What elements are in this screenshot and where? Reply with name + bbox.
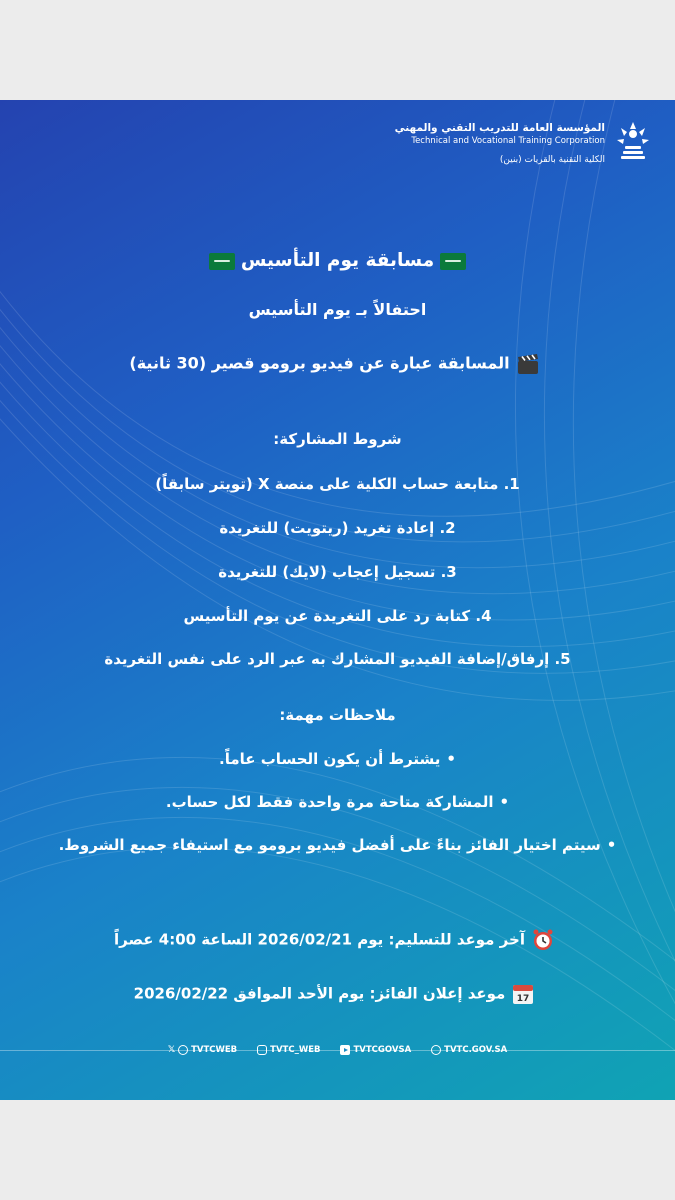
alarm-clock-icon	[531, 928, 555, 952]
condition-item: 5. إرفاق/إضافة الفيديو المشارك به عبر الرد على نفس التغريدة	[104, 650, 571, 668]
instagram-handle: TVTC_WEB	[270, 1045, 321, 1055]
instagram-icon	[257, 1045, 267, 1055]
org-name-arabic: المؤسسة العامة للتدريب التقني والمهني	[394, 122, 605, 134]
note-item	[20, 836, 655, 854]
note-item	[20, 750, 655, 768]
description-text: المسابقة عبارة عن فيديو برومو قصير (30 ثانية)	[129, 353, 510, 373]
condition-item: 4. كتابة رد على التغريدة عن يوم التأسيس	[183, 607, 492, 625]
globe-icon	[431, 1045, 441, 1055]
clapperboard-icon	[516, 352, 540, 376]
x-icon: 𝕏	[167, 1045, 176, 1055]
calendar-icon	[511, 982, 535, 1006]
bullet-icon: •	[606, 836, 617, 854]
notes-heading: ملاحظات مهمة:	[279, 706, 396, 724]
website-link[interactable]	[425, 1045, 513, 1055]
competition-title: مسابقة يوم التأسيس	[240, 250, 435, 271]
note-text: المشاركة متاحة مرة واحدة فقط لكل حساب.	[165, 793, 494, 811]
conditions-heading: شروط المشاركة:	[273, 430, 402, 448]
subtitle: احتفالاً بـ يوم التأسيس	[248, 300, 427, 319]
x-handle: TVTCWEB	[191, 1045, 238, 1055]
announcement-line	[20, 982, 655, 1006]
condition-item: 3. تسجيل إعجاب (لايك) للتغريدة	[218, 563, 457, 581]
note-text: يشترط أن يكون الحساب عاماً.	[219, 750, 441, 768]
condition-item: 1. متابعة حساب الكلية على منصة X (تويتر سابقاً)	[155, 475, 520, 493]
deadline-line	[20, 928, 655, 952]
organization-header	[345, 122, 605, 165]
note-text: سيتم اختيار الفائز بناءً على أفضل فيديو برومو مع استيفاء جميع الشروط.	[58, 836, 601, 854]
website-url: TVTC.GOV.SA	[444, 1045, 508, 1055]
snapchat-icon	[178, 1045, 188, 1055]
saudi-flag-icon	[209, 253, 235, 270]
note-item	[20, 793, 655, 811]
tvtc-logo-icon	[613, 120, 653, 164]
poster	[0, 100, 675, 1100]
x-account[interactable]	[162, 1045, 243, 1055]
deadline-text: آخر موعد للتسليم: يوم 2026/02/21 الساعة 4:00 عصراً	[114, 930, 525, 949]
youtube-account[interactable]	[334, 1045, 417, 1055]
svg-text:17: 17	[517, 994, 530, 1004]
bullet-icon: •	[499, 793, 510, 811]
youtube-handle: TVTCGOVSA	[353, 1045, 412, 1055]
bullet-icon: •	[446, 750, 456, 768]
instagram-account[interactable]	[251, 1045, 326, 1055]
announcement-text: موعد إعلان الفائز: يوم الأحد الموافق 2026/02/22	[133, 984, 506, 1003]
title-line	[20, 250, 655, 271]
condition-item: 2. إعادة تغريد (ريتويت) للتغريدة	[219, 519, 456, 537]
saudi-flag-icon	[440, 253, 466, 270]
description-line	[20, 352, 655, 376]
org-name-english: Technical and Vocational Training Corporation	[411, 136, 605, 146]
college-name: الكلية التقنية بالقريات (بنين)	[499, 155, 605, 165]
youtube-icon	[340, 1045, 350, 1055]
social-footer	[0, 1040, 675, 1060]
